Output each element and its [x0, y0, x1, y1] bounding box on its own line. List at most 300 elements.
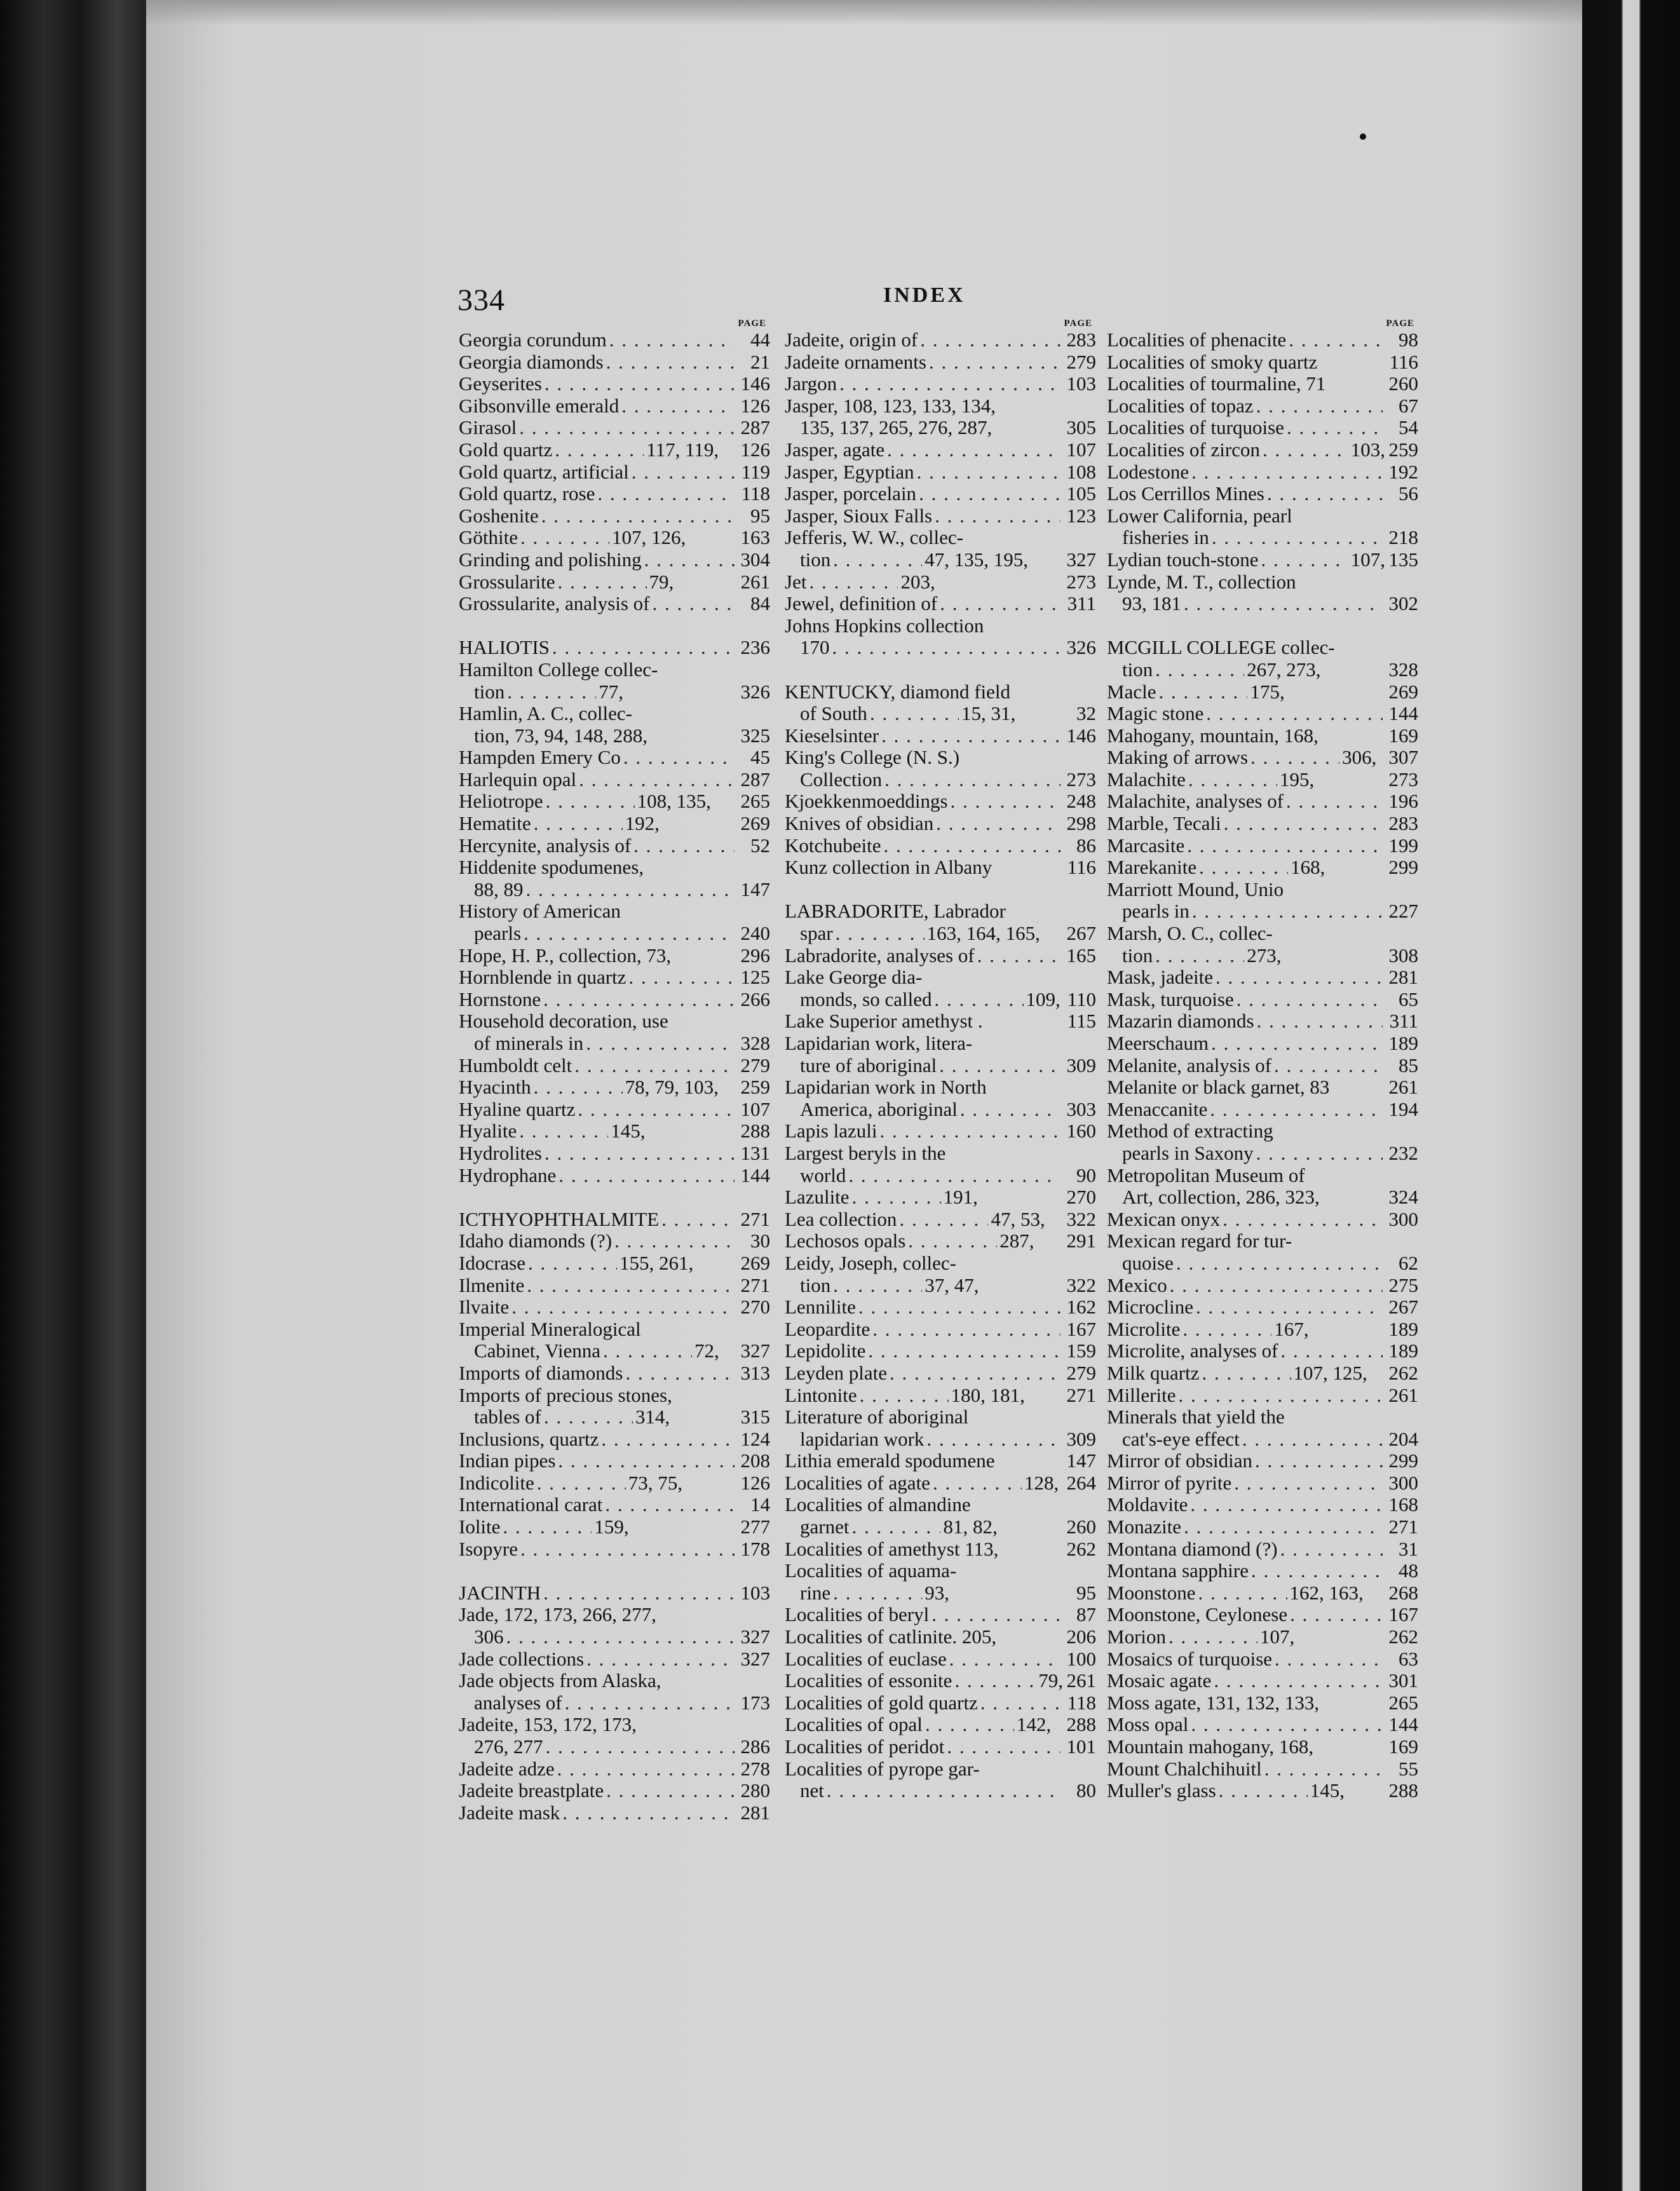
- entry-term: Gold quartz: [459, 438, 553, 461]
- entry-term: Hornstone: [459, 987, 541, 1010]
- book-spine-left: [0, 0, 146, 2191]
- index-entry: [785, 1604, 1096, 1626]
- entry-page-number: 144: [740, 1163, 770, 1186]
- dot-leader: [1280, 1340, 1383, 1362]
- entry-line: [459, 769, 770, 791]
- dot-leader: [534, 1076, 623, 1099]
- entry-line: [785, 615, 1096, 637]
- entry-line: [785, 1692, 1096, 1714]
- dot-leader: [851, 1516, 940, 1538]
- entry-term: Localities of opal: [785, 1713, 923, 1736]
- entry-term: quoise: [1122, 1251, 1174, 1274]
- entry-term: Hampden Emery Co: [459, 746, 621, 769]
- index-entry: [459, 1010, 770, 1054]
- entry-line: [785, 505, 1096, 527]
- entry-page-number: 271: [1066, 1383, 1096, 1406]
- entry-line: [1107, 790, 1418, 813]
- index-entry: [1107, 1275, 1418, 1297]
- entry-line: [459, 1428, 770, 1451]
- entry-page-number: 48: [1399, 1559, 1418, 1582]
- dot-leader: [1169, 1626, 1257, 1648]
- index-entry: [785, 373, 1096, 395]
- entry-term: Localities of turquoise: [1107, 416, 1284, 439]
- entry-line: [459, 395, 770, 417]
- entry-term: Grinding and polishing: [459, 548, 642, 571]
- entry-line: [785, 1648, 1096, 1671]
- entry-page-number: 95: [750, 504, 770, 527]
- index-entry: [459, 417, 770, 439]
- entry-extra-pages: 47, 135, 195,: [925, 548, 1028, 571]
- index-entry: [785, 615, 1096, 659]
- entry-term: Localities of smoky quartz: [1107, 350, 1318, 373]
- entry-line: [459, 659, 770, 681]
- entry-line: [785, 483, 1096, 505]
- entry-term: Largest beryls in the: [785, 1141, 946, 1164]
- dot-leader: [949, 1648, 1060, 1671]
- entry-term: Labradorite, analyses of: [785, 944, 975, 967]
- running-head: INDEX: [883, 283, 966, 307]
- entry-extra-pages: 78, 79, 103,: [625, 1076, 719, 1099]
- entry-continuation-line: [459, 1033, 770, 1055]
- entry-page-number: 304: [740, 548, 770, 571]
- entry-term: world: [800, 1163, 846, 1186]
- entry-page-number: 30: [750, 1230, 770, 1252]
- entry-term: Hydrophane: [459, 1163, 557, 1186]
- entry-line: [459, 1604, 770, 1626]
- entry-term: 306: [474, 1625, 504, 1648]
- entry-line: [1107, 967, 1418, 989]
- entry-line: [785, 1252, 1096, 1275]
- entry-page-number: 62: [1399, 1251, 1418, 1274]
- dot-leader: [977, 945, 1060, 967]
- index-entry: [785, 351, 1096, 374]
- entry-page-number: 189: [1388, 1317, 1418, 1340]
- entry-term: Jade objects from Alaska,: [459, 1669, 661, 1692]
- dot-leader: [1155, 945, 1244, 967]
- entry-page-number: 271: [740, 1273, 770, 1296]
- dot-leader: [872, 1319, 1060, 1341]
- entry-term: Imperial Mineralogical: [459, 1317, 641, 1340]
- entry-page-number: 55: [1399, 1757, 1418, 1780]
- entry-extra-pages: 72,: [694, 1340, 719, 1362]
- entry-line: [785, 571, 1096, 594]
- entry-page-number: 124: [740, 1427, 770, 1450]
- index-entry: [1107, 571, 1418, 615]
- entry-term: garnet: [800, 1516, 850, 1538]
- entry-line: [785, 967, 1096, 989]
- dot-leader: [578, 1099, 735, 1121]
- index-entry: [1107, 1165, 1418, 1209]
- entry-term: Heliotrope: [459, 790, 543, 813]
- dot-leader: [603, 1340, 692, 1362]
- entry-page-number: 283: [1388, 812, 1418, 835]
- entry-line: [459, 1120, 770, 1143]
- index-entry: [459, 769, 770, 791]
- index-entry: [1107, 1033, 1418, 1055]
- entry-term: Jefferis, W. W., collec-: [785, 526, 963, 549]
- entry-term: Milk quartz: [1107, 1361, 1200, 1384]
- dot-leader: [546, 1736, 735, 1758]
- entry-line: [459, 1010, 770, 1033]
- dot-leader: [519, 1120, 608, 1143]
- entry-line: [459, 527, 770, 549]
- dot-leader: [960, 1099, 1060, 1121]
- dot-leader: [1224, 813, 1383, 835]
- entry-extra-pages: 168,: [1290, 856, 1325, 879]
- entry-term: Melanite or black garnet, 83: [1107, 1076, 1330, 1099]
- entry-line: [1107, 989, 1418, 1011]
- entry-page-number: 87: [1076, 1603, 1096, 1626]
- entry-line: [459, 790, 770, 813]
- dot-leader: [1289, 329, 1383, 351]
- entry-page-number: 204: [1388, 1427, 1418, 1450]
- entry-page-number: 287: [740, 768, 770, 790]
- entry-page-number: 146: [740, 372, 770, 395]
- index-entry: [1107, 1626, 1418, 1648]
- entry-page-number: 108: [1066, 460, 1096, 483]
- entry-term: Kieselsinter: [785, 724, 879, 747]
- entry-extra-pages: 175,: [1250, 680, 1285, 703]
- entry-line: [785, 461, 1096, 484]
- index-entry: [785, 813, 1096, 835]
- entry-line: [459, 1802, 770, 1824]
- entry-line: [459, 1450, 770, 1472]
- entry-page-number: 313: [740, 1361, 770, 1384]
- dot-leader: [562, 1802, 735, 1824]
- entry-line: [785, 1472, 1096, 1495]
- dot-leader: [1261, 549, 1348, 571]
- entry-page-number: 110: [1067, 987, 1096, 1010]
- entry-page-number: 126: [740, 438, 770, 461]
- index-entry: [1107, 1692, 1418, 1714]
- entry-line: [459, 571, 770, 594]
- entry-line: [1107, 725, 1418, 747]
- entry-line: [785, 790, 1096, 813]
- entry-term: Lapidarian work, litera-: [785, 1032, 973, 1054]
- dot-leader: [1176, 1252, 1383, 1275]
- dot-leader: [555, 439, 644, 461]
- entry-term: Jadeite mask: [459, 1801, 560, 1824]
- index-entry: [785, 835, 1096, 857]
- entry-page-number: 118: [1067, 1691, 1096, 1714]
- entry-line: [459, 461, 770, 484]
- index-entry: [1107, 747, 1418, 769]
- dot-leader: [546, 790, 635, 813]
- entry-page-number: 322: [1066, 1207, 1096, 1230]
- entry-page-number: 199: [1388, 834, 1418, 857]
- entry-term: Harlequin opal: [459, 768, 577, 790]
- entry-term: Art, collection, 286, 323,: [1122, 1186, 1320, 1209]
- index-entry: [459, 1538, 770, 1561]
- entry-page-number: 103: [740, 1581, 770, 1604]
- index-entry: [459, 483, 770, 505]
- entry-page-number: 115: [1067, 1010, 1096, 1033]
- entry-page-number: 296: [740, 944, 770, 967]
- entry-extra-pages: 107, 126,: [612, 526, 686, 549]
- entry-term: Literature of aboriginal: [785, 1406, 969, 1428]
- entry-page-number: 300: [1388, 1207, 1418, 1230]
- entry-term: Jasper, Egyptian: [785, 460, 914, 483]
- entry-term: Ilmenite: [459, 1273, 525, 1296]
- dot-leader: [852, 1186, 941, 1209]
- dot-leader: [507, 681, 596, 703]
- entry-line: [459, 483, 770, 505]
- entry-line: [1107, 483, 1418, 505]
- entry-term: Montana sapphire: [1107, 1559, 1249, 1582]
- entry-term: Cabinet, Vienna: [474, 1340, 601, 1362]
- index-entry: [1107, 395, 1418, 417]
- index-entry: [1107, 351, 1418, 374]
- index-entry: [1107, 439, 1418, 461]
- entry-line: [785, 1076, 1096, 1099]
- dot-leader: [1251, 1560, 1383, 1582]
- entry-page-number: 281: [740, 1801, 770, 1824]
- index-entry: [1107, 703, 1418, 725]
- index-entry: [459, 439, 770, 461]
- entry-term: Lynde, M. T., collection: [1107, 570, 1296, 593]
- dot-leader: [954, 1670, 1036, 1692]
- entry-continuation-line: [785, 549, 1096, 571]
- dot-leader: [951, 790, 1060, 813]
- entry-extra-pages: 81, 82,: [943, 1516, 998, 1538]
- entry-term: Mask, jadeite: [1107, 966, 1214, 989]
- index-entry: [459, 1055, 770, 1077]
- dot-leader: [809, 571, 898, 594]
- entry-page-number: 227: [1388, 900, 1418, 923]
- entry-line: [459, 1275, 770, 1297]
- index-entry: [459, 1076, 770, 1099]
- entry-term: Lennilite: [785, 1296, 856, 1319]
- entry-page-number: 273: [1066, 570, 1096, 593]
- entry-term: International carat: [459, 1493, 603, 1516]
- dot-leader: [936, 813, 1060, 835]
- entry-term: Hamilton College collec-: [459, 658, 658, 681]
- entry-line: [1107, 1582, 1418, 1604]
- index-entry: [459, 571, 770, 594]
- index-entry: [785, 725, 1096, 747]
- entry-line: [459, 1076, 770, 1099]
- entry-line: [459, 813, 770, 835]
- entry-term: Los Cerrillos Mines: [1107, 482, 1264, 505]
- entry-term: Indian pipes: [459, 1449, 556, 1472]
- entry-line: [459, 1582, 770, 1604]
- entry-page-number: 63: [1399, 1647, 1418, 1670]
- entry-term: Microlite: [1107, 1317, 1181, 1340]
- entry-page-number: 165: [1066, 944, 1096, 967]
- entry-line: [459, 1516, 770, 1538]
- entry-term: HALIOTIS: [459, 636, 550, 659]
- entry-line: [785, 593, 1096, 615]
- index-entry: [1107, 1516, 1418, 1538]
- dot-leader: [520, 1538, 735, 1561]
- entry-term: Lapis lazuli: [785, 1120, 877, 1143]
- entry-term: Localities of gold quartz: [785, 1691, 978, 1714]
- entry-term: Localities of peridot: [785, 1735, 945, 1758]
- entry-extra-pages: 162, 163,: [1289, 1581, 1364, 1604]
- entry-page-number: 159: [1066, 1340, 1096, 1362]
- dot-leader: [503, 1516, 592, 1538]
- entry-page-number: 261: [1066, 1669, 1096, 1692]
- entry-term: Localities of beryl: [785, 1603, 930, 1626]
- index-entry: [1107, 681, 1418, 703]
- entry-term: Localities of amethyst 113,: [785, 1537, 999, 1560]
- entry-extra-pages: 79,: [1038, 1669, 1063, 1692]
- index-entry: [785, 1252, 1096, 1296]
- dot-leader: [1202, 1362, 1291, 1385]
- dot-leader: [925, 1714, 1014, 1736]
- entry-term: Moldavite: [1107, 1493, 1188, 1516]
- entry-page-number: 218: [1388, 526, 1418, 549]
- dot-leader: [1192, 900, 1383, 923]
- entry-page-number: 126: [740, 1471, 770, 1494]
- entry-page-number: 287: [740, 416, 770, 439]
- entry-line: [459, 593, 770, 615]
- entry-line: [785, 1736, 1096, 1758]
- entry-page-number: 126: [740, 394, 770, 417]
- entry-term: Hematite: [459, 812, 531, 835]
- index-entry: [785, 1758, 1096, 1802]
- entry-page-number: 45: [750, 746, 770, 769]
- entry-page-number: 107: [740, 1097, 770, 1120]
- entry-line: [1107, 637, 1418, 659]
- entry-line: [785, 1670, 1096, 1692]
- entry-continuation-line: [785, 989, 1096, 1011]
- entry-page-number: 309: [1066, 1427, 1096, 1450]
- index-entry: [459, 1758, 770, 1781]
- entry-page-number: 167: [1066, 1317, 1096, 1340]
- entry-term: Localities of tourmaline, 71: [1107, 372, 1326, 395]
- entry-term: Göthite: [459, 526, 518, 549]
- index-entry: [785, 571, 1096, 594]
- entry-term: Making of arrows: [1107, 746, 1249, 769]
- entry-line: [1107, 1472, 1418, 1495]
- entry-page-number: 208: [740, 1449, 770, 1472]
- entry-line: [1107, 1736, 1418, 1758]
- entry-page-number: 326: [1066, 636, 1096, 659]
- dot-leader: [552, 637, 735, 659]
- entry-term: Mosaic agate: [1107, 1669, 1212, 1692]
- dot-leader: [1256, 395, 1383, 417]
- index-entry: [785, 1736, 1096, 1758]
- entry-page-number: 311: [1389, 1010, 1418, 1033]
- entry-term: cat's-eye effect: [1122, 1427, 1240, 1450]
- dot-leader: [1250, 747, 1339, 769]
- index-column-1: [459, 318, 770, 1824]
- dot-leader: [621, 395, 735, 417]
- index-entry: [785, 967, 1096, 1010]
- dot-leader: [935, 505, 1060, 527]
- dot-leader: [832, 637, 1061, 659]
- index-entry: [785, 1362, 1096, 1385]
- entry-term: Marekanite: [1107, 856, 1197, 879]
- dot-leader: [940, 593, 1060, 615]
- index-entry: [785, 945, 1096, 967]
- entry-line: [1107, 1560, 1418, 1582]
- index-entry: [459, 1385, 770, 1428]
- entry-page-number: 196: [1388, 790, 1418, 813]
- entry-term: JACINTH: [459, 1581, 541, 1604]
- entry-page-number: 103: [1066, 372, 1096, 395]
- entry-line: [1107, 1319, 1418, 1341]
- index-entry: [785, 593, 1096, 615]
- index-column-2: [785, 318, 1096, 1802]
- entry-page-number: 299: [1388, 856, 1418, 879]
- dot-leader: [1275, 1648, 1383, 1671]
- entry-line: [785, 373, 1096, 395]
- index-entry: [785, 1472, 1096, 1495]
- dot-leader: [881, 725, 1060, 747]
- entry-extra-pages: 108, 135,: [637, 790, 711, 813]
- page-number: 334: [457, 283, 505, 317]
- index-entry: [1107, 813, 1418, 835]
- index-entry: [1107, 549, 1418, 571]
- index-entry: [785, 1230, 1096, 1252]
- entry-extra-pages: 145,: [1310, 1779, 1345, 1802]
- entry-page-number: 291: [1066, 1230, 1096, 1252]
- entry-page-number: 326: [740, 680, 770, 703]
- entry-extra-pages: 155, 261,: [620, 1251, 694, 1274]
- entry-term: Goshenite: [459, 504, 539, 527]
- entry-line: [785, 1450, 1096, 1472]
- index-entry: [459, 1428, 770, 1451]
- entry-term: monds, so called: [800, 987, 932, 1010]
- index-entry: [1107, 1230, 1418, 1274]
- entry-extra-pages: 145,: [611, 1120, 646, 1143]
- entry-page-number: 67: [1399, 394, 1418, 417]
- entry-line: [459, 1252, 770, 1275]
- entry-line: [459, 637, 770, 659]
- entry-term: History of American: [459, 900, 621, 923]
- entry-page-number: 264: [1066, 1471, 1096, 1494]
- dot-leader: [1242, 1428, 1383, 1451]
- entry-extra-pages: 117, 119,: [646, 438, 719, 461]
- entry-line: [785, 1494, 1096, 1516]
- index-entry: [1107, 637, 1418, 681]
- entry-term: of minerals in: [474, 1032, 584, 1054]
- entry-page-number: 84: [750, 592, 770, 615]
- entry-line: [785, 439, 1096, 461]
- entry-term: Inclusions, quartz: [459, 1427, 599, 1450]
- entry-line: [1107, 879, 1418, 901]
- dot-leader: [1187, 835, 1383, 857]
- entry-line: [1107, 1209, 1418, 1231]
- entry-term: Lea collection: [785, 1207, 897, 1230]
- entry-line: [1107, 1494, 1418, 1516]
- index-entry: [1107, 1319, 1418, 1341]
- index-entry: [785, 439, 1096, 461]
- index-entry: [1107, 1472, 1418, 1495]
- entry-line: [459, 989, 770, 1011]
- entry-page-number: 135: [1388, 548, 1418, 571]
- index-entry: [459, 1802, 770, 1824]
- entry-page-number: 288: [1066, 1713, 1096, 1736]
- entry-term: KENTUCKY, diamond field: [785, 680, 1011, 703]
- entry-line: [1107, 923, 1418, 945]
- dot-leader: [919, 483, 1060, 505]
- entry-line: [785, 725, 1096, 747]
- entry-page-number: 277: [740, 1516, 770, 1538]
- index-entry: [1107, 769, 1418, 791]
- entry-page-number: 248: [1066, 790, 1096, 813]
- entry-continuation-line: [785, 923, 1096, 945]
- entry-term: Localities of phenacite: [1107, 329, 1287, 351]
- index-entry: [459, 593, 770, 615]
- index-entry: [1107, 879, 1418, 923]
- entry-line: [1107, 1165, 1418, 1187]
- entry-term: 93, 181: [1122, 592, 1181, 615]
- entry-page-number: 119: [741, 460, 770, 483]
- entry-line: [785, 945, 1096, 967]
